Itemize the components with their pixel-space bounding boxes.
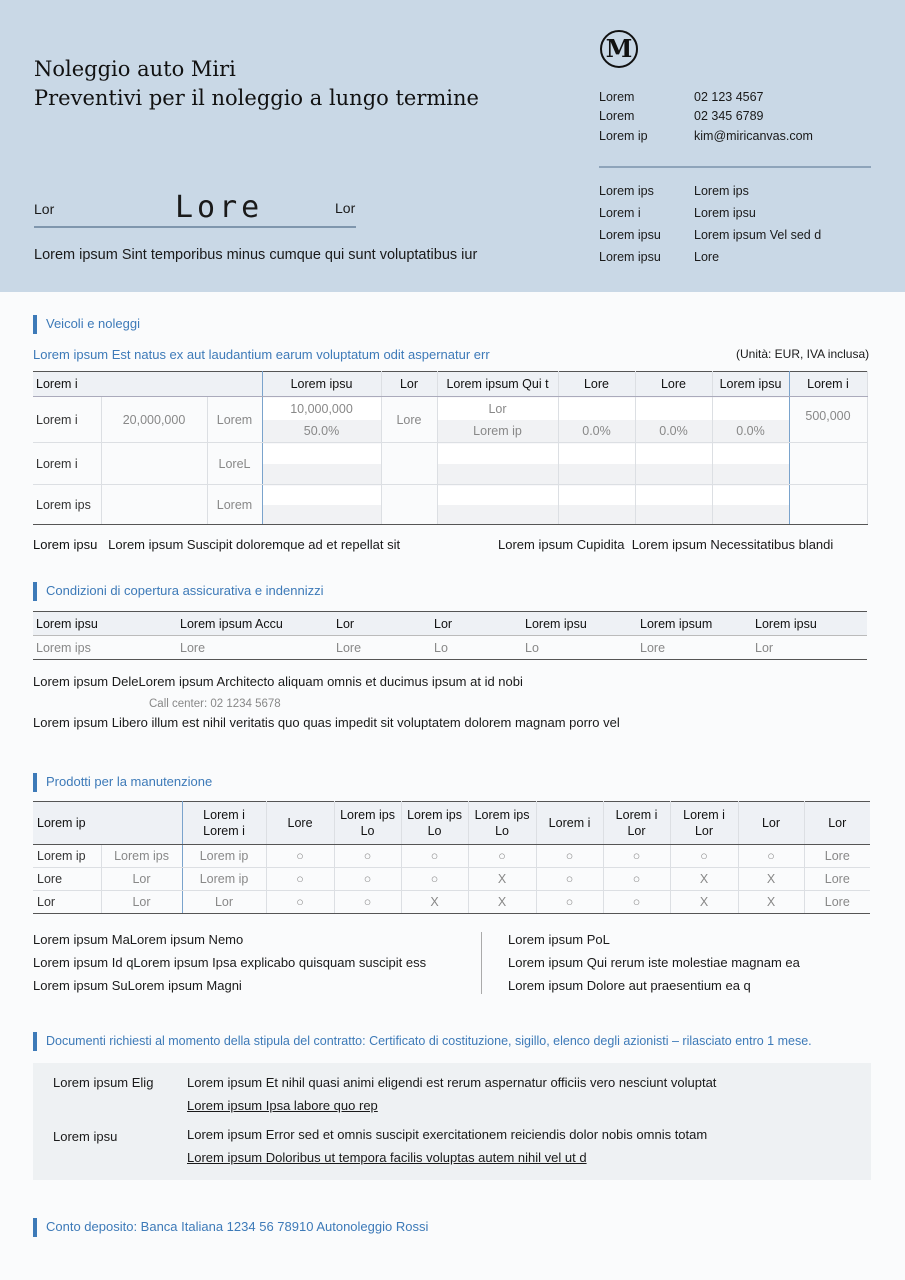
- col-header: Lorem ips Lo: [468, 802, 536, 845]
- section-heading-maintenance: Prodotti per la manutenzione: [33, 772, 212, 792]
- header-description: Lorem ipsum Sint temporibus minus cumque qui sunt voluptatibus iur: [34, 247, 478, 263]
- col-header: Lore: [266, 802, 334, 845]
- section-heading-coverage: Condizioni di copertura assicurativa e indennizzi: [33, 581, 323, 601]
- doc-label: Lorem ipsum Elig: [53, 1075, 154, 1090]
- unit-note: (Unità: EUR, IVA inclusa): [736, 347, 870, 361]
- signature-left-label: Lor: [34, 201, 55, 217]
- table-row: Lorem i LoreL: [33, 443, 867, 485]
- section-heading-deposit: Conto deposito: Banca Italiana 1234 56 78910 Autonoleggio Rossi: [33, 1217, 428, 1237]
- doc-text: Lorem ipsum Et nihil quasi animi eligendi est rerum aspernatur officiis vero nesciunt voluptat: [187, 1075, 717, 1090]
- doc-text: Lorem ipsum Error sed et omnis suscipit exercitationem reiciendis dolor nobis omnis totam: [187, 1127, 708, 1142]
- col-header: [182, 802, 266, 845]
- signature-right-label: Lor: [335, 200, 356, 216]
- col-header: Lorem ipsum: [637, 612, 752, 636]
- divider: [481, 932, 482, 994]
- maintenance-note: Lorem ipsum Qui rerum iste molestiae magnam ea: [508, 955, 800, 970]
- col-header: Lorem i Lor: [603, 802, 670, 845]
- table-row: Lor Lor Lor ○ ○ X X ○ ○ X X Lore: [33, 891, 870, 914]
- vehicles-note-left: Lorem ipsu Lorem ipsum Suscipit doloremque ad et repellat sit: [33, 537, 401, 552]
- section-heading-documents: Documenti richiesti al momento della stipula del contratto: Certificato di costituzione, sigillo, elenco degli azionisti – rilasciato entro 1 mese.: [33, 1031, 812, 1051]
- col-header: Lorem ipsum Accu: [177, 612, 333, 636]
- col-header: Lorem ipsu: [522, 612, 637, 636]
- divider: [599, 166, 871, 168]
- logo-icon: M: [600, 30, 638, 68]
- col-header: Lorem ipsu: [752, 612, 867, 636]
- table-row: Lorem ip Lorem ips Lorem ip ○ ○ ○ ○ ○ ○ ○ ○ Lore: [33, 845, 870, 868]
- col-header-line: Lorem i: [203, 824, 245, 838]
- col-header: Lor: [333, 612, 431, 636]
- doc-label: Lorem ipsu: [53, 1129, 118, 1144]
- doc-link[interactable]: Lorem ipsum Doloribus ut tempora facilis voluptas autem nihil vel ut d: [187, 1150, 587, 1165]
- call-center: Call center: 02 1234 5678: [149, 698, 281, 710]
- col-header: Lorem i: [536, 802, 603, 845]
- col-header-line: Lorem i: [203, 808, 245, 822]
- col-header: Lorem i Lor: [670, 802, 738, 845]
- col-header: Lorem ipsu: [262, 372, 381, 397]
- coverage-table: [33, 611, 867, 660]
- col-header: Lorem ip: [33, 802, 182, 845]
- col-header: Lorem ipsum Qui t: [437, 372, 558, 397]
- vehicles-note-right: Lorem ipsum Cupidita Lorem ipsum Necessitatibus blandi: [498, 537, 834, 552]
- col-header: Lorem ips Lo: [401, 802, 468, 845]
- maintenance-table: [33, 801, 870, 914]
- vehicles-table: [33, 371, 868, 525]
- coverage-note: Lorem ipsum DeleLorem ipsum Architecto aliquam omnis et ducimus ipsum at id nobi: [33, 674, 523, 689]
- col-header: Lore: [558, 372, 635, 397]
- col-header: Lor: [381, 372, 437, 397]
- section-heading-vehicles: Veicoli e noleggi: [33, 314, 140, 334]
- col-header: Lorem i: [33, 372, 262, 397]
- maintenance-note: Lorem ipsum PoL: [508, 932, 610, 947]
- maintenance-note: Lorem ipsum MaLorem ipsum Nemo: [33, 932, 244, 947]
- col-header: Lorem ipsu: [33, 612, 177, 636]
- vehicles-subheading: Lorem ipsum Est natus ex aut laudantium earum voluptatum odit aspernatur err: [33, 347, 490, 362]
- col-header: Lorem ipsu: [712, 372, 789, 397]
- col-header: Lor: [804, 802, 870, 845]
- signature-name: Lore: [175, 190, 264, 225]
- col-header: Lor: [431, 612, 522, 636]
- maintenance-note: Lorem ipsum Id qLorem ipsum Ipsa explicabo quisquam suscipit ess: [33, 955, 427, 970]
- col-header: Lorem ips Lo: [334, 802, 401, 845]
- table-row: Lorem ips Lore Lore Lo Lo Lore Lor: [33, 636, 867, 660]
- coverage-note-2: Lorem ipsum Libero illum est nihil veritatis quo quas impedit sit voluptatem dolorem magnam porro vel: [33, 715, 620, 730]
- maintenance-note: Lorem ipsum SuLorem ipsum Magni: [33, 978, 242, 993]
- col-header: Lore: [635, 372, 712, 397]
- maintenance-note: Lorem ipsum Dolore aut praesentium ea q: [508, 978, 751, 993]
- page-subtitle-title: Preventivi per il noleggio a lungo termine: [34, 86, 479, 110]
- doc-link[interactable]: Lorem ipsum Ipsa labore quo rep: [187, 1098, 378, 1113]
- signature-line: [34, 226, 356, 228]
- page-title: Noleggio auto Miri: [34, 57, 236, 81]
- col-header: Lorem i: [789, 372, 867, 397]
- table-row: Lore Lor Lorem ip ○ ○ ○ X ○ ○ X X Lore: [33, 868, 870, 891]
- col-header: Lor: [738, 802, 804, 845]
- email-link[interactable]: kim@miricanvas.com: [694, 129, 813, 143]
- table-row: Lorem ips Lorem: [33, 485, 867, 525]
- table-row: Lorem i 20,000,000 Lorem 10,000,000 50.0% Lore Lor Lorem ip 0.0% 0.0% 0.0% 500,000: [33, 397, 867, 443]
